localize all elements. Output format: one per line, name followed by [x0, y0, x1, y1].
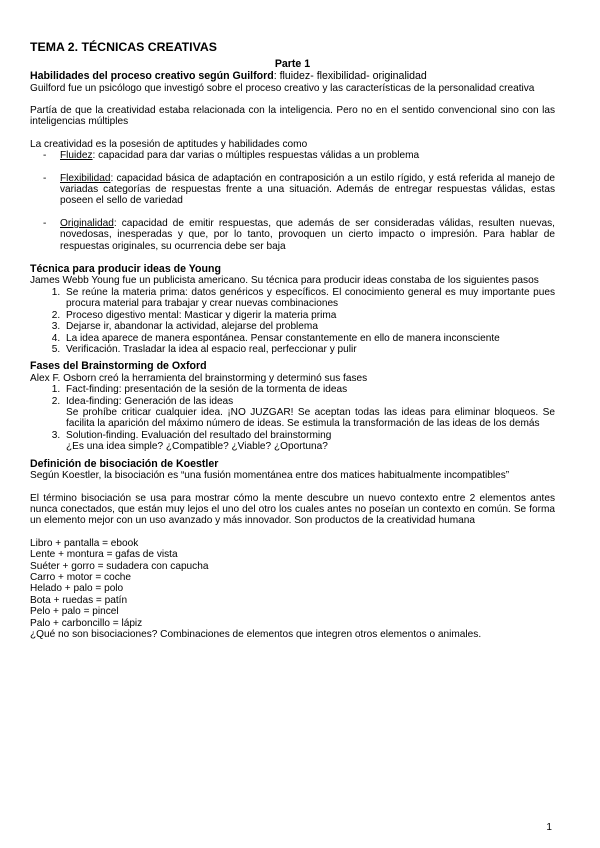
list-item [63, 430, 555, 453]
steps-list [30, 287, 555, 355]
definition: : capacidad para dar varias o múltiples respuestas válidas a un problema [92, 150, 420, 162]
list-item: Libro + pantalla = ebook [30, 537, 139, 549]
phases-list [30, 384, 555, 452]
section-heading-guilford [30, 70, 555, 83]
abilities-list [30, 150, 555, 252]
document-title: TEMA 2. TÉCNICAS CREATIVAS [30, 40, 217, 54]
definition: : capacidad de emitir respuestas, que además de ser consideradas válidas, resulten nuevas, novedosas, inesperadas y que, por lo tanto, provoquen un cierto impacto o impresión. Para hablar de respuestas originales, su ocurrencia debe ser baja [60, 217, 555, 252]
definition: : capacidad básica de adaptación en contraposición a un estilo rígido, y está referida al manejo de variadas categorías de respuestas frente a una situación. Además de entregar respuestas válidas, estas poseen el sello de variedad [60, 172, 555, 207]
list-item: Bota + ruedas = patín [30, 594, 128, 606]
section-heading-koestler: Definición de bisociación de Koestler [30, 457, 219, 470]
list-item: 4. La idea aparece de manera espontánea. Pensar constantemente en ello de manera inconsciente [63, 333, 555, 344]
combinations-list [30, 538, 555, 629]
heading-suffix: : fluidez- flexibilidad- originalidad [273, 70, 427, 82]
list-item: 2. Proceso digestivo mental: Masticar y digerir la materia prima [63, 310, 555, 321]
term: Originalidad [60, 217, 114, 229]
list-item: Carro + motor = coche [30, 572, 131, 583]
paragraph: James Webb Young fue un publicista americano. Su técnica para producir ideas constaba de los siguientes pasos [30, 275, 539, 287]
list-item: Helado + palo = polo [30, 583, 124, 595]
phase-detail: Se prohíbe criticar cualquier idea. ¡NO JUZGAR! Se aceptan todas las ideas para eliminar bloqueos. Se facilita la aparición del máximo número de ideas. Se estimula la transformación de las ideas de los demás [66, 407, 555, 430]
list-item [60, 173, 555, 207]
heading-text: Habilidades del proceso creativo según Guilford [30, 70, 274, 82]
phase-title: 2. Idea-finding: Generación de las ideas [66, 395, 234, 407]
list-item: Lente + montura = gafas de vista [30, 549, 178, 561]
section-heading-brainstorming: Fases del Brainstorming de Oxford [30, 360, 207, 373]
list-item: Suéter + gorro = sudadera con capucha [30, 560, 209, 572]
paragraph: Guilford fue un psicólogo que investigó sobre el proceso creativo y las características de la personalidad creativa [30, 82, 535, 94]
phase-title: 3. Solution-finding. Evaluación del resultado del brainstorming [66, 429, 332, 441]
list-item [60, 150, 555, 161]
term: Fluidez [60, 150, 93, 162]
list-item: Pelo + palo = pincel [30, 606, 119, 618]
part-label: Parte 1 [274, 58, 311, 70]
list-item: 3. Dejarse ir, abandonar la actividad, alejarse del problema [63, 321, 555, 332]
page-number: 1 [546, 822, 552, 833]
phase-title: Fact-finding: presentación de la sesión de la tormenta de ideas [66, 384, 348, 396]
list-item [63, 384, 555, 395]
section-heading-young: Técnica para producir ideas de Young [30, 262, 221, 275]
paragraph: La creatividad es la posesión de aptitudes y habilidades como [30, 138, 308, 150]
paragraph: Partía de que la creatividad estaba relacionada con la inteligencia. Pero no en el sentido convencional sino con las inteligencias múltiples [30, 104, 555, 128]
phase-detail: ¿Es una idea simple? ¿Compatible? ¿Viable? ¿Oportuna? [66, 441, 328, 453]
paragraph: El término bisociación se usa para mostrar cómo la mente descubre un nuevo contexto entre 2 elementos antes nunca conectados, que están muy lejos el uno del otro los cuales antes no poseían un contexto en común. Se forma un elemento mejor con un uso avanzado y más innovador. Son productos de la creatividad humana [30, 492, 555, 527]
paragraph: Alex F. Osborn creó la herramienta del brainstorming y determinó sus fases [30, 372, 368, 384]
list-item: 1. Se reúne la materia prima: datos genéricos y específicos. El conocimiento general es muy importante pues procura material para trabajar y crear nuevas combinaciones [63, 287, 555, 310]
list-item [63, 396, 555, 430]
term: Flexibilidad [60, 172, 111, 184]
list-item: 5. Verificación. Trasladar la idea al espacio real, perfeccionar y pulir [63, 344, 555, 355]
list-item [60, 218, 555, 252]
paragraph: Según Koestler, la bisociación es “una fusión momentánea entre dos matices habitualmente incompatibles” [30, 470, 510, 482]
closing-paragraph: ¿Qué no son bisociaciones? Combinaciones de elementos que integren otros elementos o animales. [30, 629, 482, 641]
document-page [30, 40, 555, 640]
list-item: Palo + carboncillo = lápiz [30, 617, 143, 629]
